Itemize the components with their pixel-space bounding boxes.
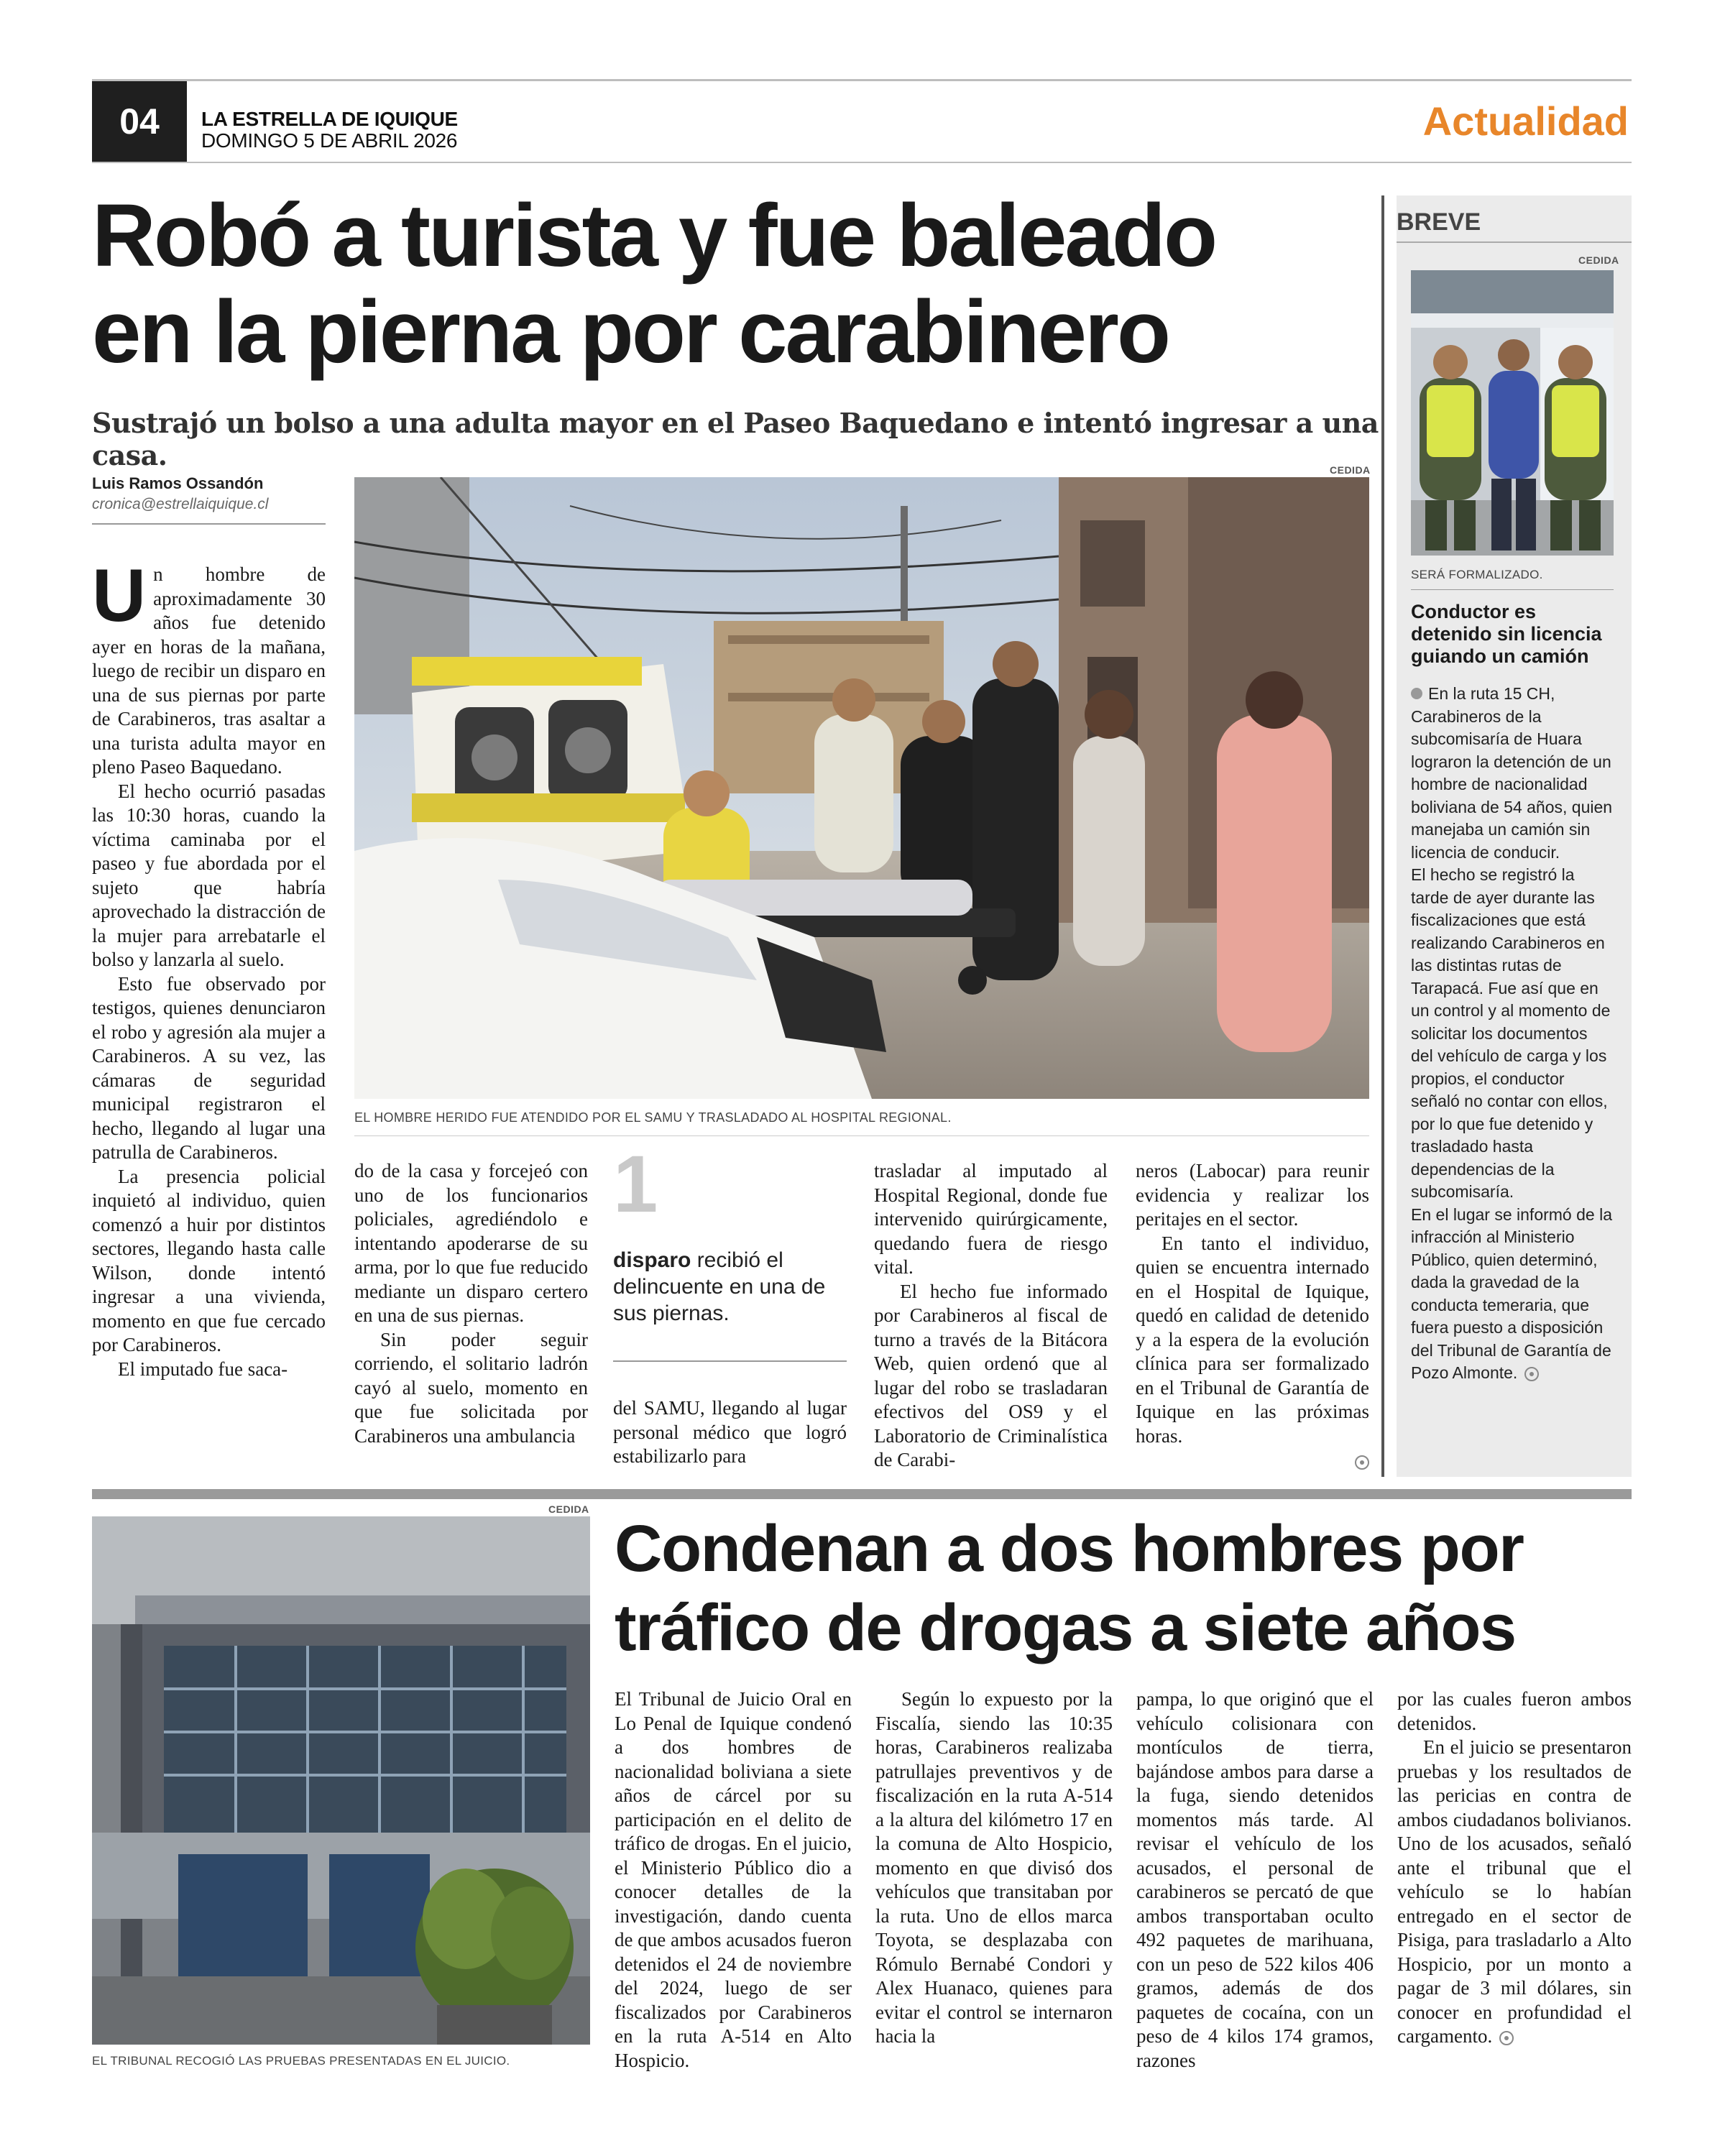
main-col1-para-2: El hecho ocurrió pasadas las 10:30 horas, cuando la víctima caminaba por el paseo y fue abordada por el sujeto que habría aprovechado la distracción de la mujer para arrebatarle el bolso y lanzarla al suelo.	[92, 780, 326, 970]
breve-photo-credit: CEDIDA	[1578, 254, 1619, 266]
police-detention-illustration	[1411, 270, 1614, 556]
main-col2-para-2: Sin poder seguir corriendo, el solitario ladrón cayó al suelo, momento en que fue solicitada por Carabineros una ambulancia	[354, 1328, 588, 1447]
second-headline	[615, 1509, 1632, 1667]
page-number-badge	[92, 81, 187, 162]
ambulance-scene-illustration	[354, 477, 1369, 1099]
breve-label-rule	[1397, 241, 1632, 243]
breve-label: BREVE	[1397, 208, 1481, 236]
second-photo-credit: CEDIDA	[548, 1503, 589, 1515]
second-col3-para-1: pampa, lo que originó que el vehículo colisionara con montículos de tierra, bajándose ambos para darse a la fuga, siendo detenidos momentos más tarde. Al revisar el vehículo de los acusados, el personal de carabineros se percató de que ambos transportaban oculto 492 paquetes de marihuana, con un peso de 522 kilos 406 gramos, además de dos paquetes de cocaína, con un peso de 4 kilos 174 gramos, razones	[1136, 1688, 1374, 2071]
stat-desc: recibió el delincuente en una de sus piernas.	[613, 1248, 826, 1325]
second-col4-para-1: por las cuales fueron ambos detenidos.	[1397, 1688, 1632, 1734]
main-col1-para-1: n hombre de aproximadamente 30 años fue detenido ayer en horas de la mañana, luego de recibir un disparo en una de sus piernas por parte de Carabineros, tras asaltar a una turista adulta mayor en pleno Paseo Baquedano.	[92, 563, 326, 778]
breve-title: Conductor es detenido sin licencia guiando un camión	[1411, 601, 1602, 667]
second-headline-line2: tráfico de drogas a siete años	[615, 1591, 1516, 1664]
breve-end-icon	[1524, 1367, 1539, 1381]
section-name: Actualidad	[1422, 98, 1629, 144]
second-column-1	[615, 1687, 852, 2073]
main-photo-caption: EL HOMBRE HERIDO FUE ATENDIDO POR EL SAMU Y TRASLADADO AL HOSPITAL REGIONAL.	[354, 1110, 952, 1125]
second-col1-para-1: El Tribunal de Juicio Oral en Lo Penal de Iquique condenó a dos hombres de nacionalidad boliviana a siete años de cárcel por su participación en el delito de tráfico de drogas. En el juicio, el Ministerio Público dio a conocer detalles de la investigación, dando cuenta de que ambos acusados fueron detenidos el 24 de noviembre del 2024, luego de ser fiscalizados por Carabineros en la ruta A-514 en Alto Hospicio.	[615, 1688, 852, 2071]
main-column-5	[1136, 1159, 1369, 1448]
main-col3-para-1: del SAMU, llegando al lugar personal médico que logró estabilizarlo para	[613, 1397, 847, 1467]
main-column-4	[874, 1159, 1108, 1473]
bullet-icon	[1411, 688, 1422, 699]
main-column-3	[613, 1396, 847, 1469]
second-column-4	[1397, 1687, 1632, 2049]
main-col4-para-2: El hecho fue informado por Carabineros al fiscal de turno a través de la Bitácora Web, quien ordenó que al lugar del robo se trasladaran efectivos del OS9 y el Laboratorio de Criminalística de Carabi-	[874, 1280, 1108, 1470]
breve-divider	[1381, 195, 1384, 1477]
main-col1-para-4: La presencia policial inquietó al individuo, quien comenzó a huir por distintos sectores, llegando hasta calle Wilson, donde intentó ingresar a una vivienda, momento en que fue cercado por Carabineros.	[92, 1165, 326, 1355]
issue-date: DOMINGO 5 DE ABRIL 2026	[201, 129, 458, 152]
stat-bold: disparo	[613, 1248, 691, 1272]
stat-rule	[613, 1360, 847, 1362]
main-col5-para-2: En tanto el individuo, quien se encuentra internado en el Hospital de Iquique, quedó en calidad de detenido y a la espera de la evolución clínica para ser formalizado en el Tribunal de Garantía de Iquique en las próximas horas.	[1136, 1232, 1369, 1447]
second-end-icon	[1499, 2031, 1514, 2045]
main-photo	[354, 477, 1369, 1099]
main-col5-para-1: neros (Labocar) para reunir evidencia y realizar los peritajes en el sector.	[1136, 1160, 1369, 1230]
breve-photo-caption: SERÁ FORMALIZADO.	[1411, 568, 1543, 581]
main-column-1	[92, 554, 326, 1381]
main-col1-para-3: Esto fue observado por testigos, quienes denunciaron el robo y agresión ala mujer a Carabineros. A su vez, las cámaras de seguridad municipal registraron el hecho, llegando al lugar una patrulla de Carabineros.	[92, 972, 326, 1163]
author-name: Luis Ramos Ossandón	[92, 474, 264, 492]
main-headline-line2: en la pierna por carabinero	[92, 283, 1169, 382]
dropcap-letter: U	[92, 554, 147, 637]
header-bottom-rule	[92, 162, 1632, 163]
section-divider	[92, 1489, 1632, 1499]
author-rule	[92, 523, 326, 525]
newspaper-name: LA ESTRELLA DE IQUIQUE	[201, 108, 458, 130]
second-headline-line1: Condenan a dos hombres por	[615, 1512, 1524, 1585]
author-email: cronica@estrellaiquique.cl	[92, 496, 269, 512]
main-col2-para-1: do de la casa y forcejeó con uno de los funcionarios policiales, agrediéndolo e intentando apoderarse de su arma, por lo que fue reducido mediante un disparo certero en una de sus piernas.	[354, 1160, 588, 1326]
breve-photo	[1411, 270, 1614, 556]
main-headline	[92, 188, 1400, 381]
header-top-rule	[92, 79, 1632, 81]
main-col4-para-1: trasladar al imputado al Hospital Regional, donde fue intervenido quirúrgicamente, quedando fuera de riesgo vital.	[874, 1160, 1108, 1278]
second-column-3	[1136, 1687, 1374, 2073]
breve-para-1: En la ruta 15 CH, Carabineros de la subcomisaría de Huara lograron la detención de un hombre de nacionalidad boliviana de 54 años, quien manejaba un camión sin licencia de conducir.	[1411, 684, 1613, 862]
breve-para-2: El hecho se registró la tarde de ayer durante las fiscalizaciones que está realizando Carabineros en las distintas rutas de Tarapacá. Fue así que en un control y al momento de solicitar los documentos del vehículo de carga y los propios, el conductor señaló no contar con ellos, por lo que fue detenido y trasladado hasta dependencias de la subcomisaría.	[1411, 865, 1611, 1201]
main-subtitle: Sustrajó un bolso a una adulta mayor en el Paseo Baquedano e intentó ingresar a una casa.	[92, 407, 1379, 471]
second-photo	[92, 1516, 590, 2045]
second-col4-para-2: En el juicio se presentaron pruebas y los resultados de las pericias en contra de ambos ciudadanos bolivianos. Uno de los acusados, señaló ante el tribunal que el vehículo se lo habían entregado en el sector de Pisiga, para trasladarlo a Alto Hospicio, por un monto a pagar de 3 mil dólares, sin conocer en profundidad el cargamento.	[1397, 1736, 1632, 2047]
breve-body	[1411, 683, 1614, 1385]
main-column-2	[354, 1159, 588, 1448]
article-end-icon	[1355, 1455, 1369, 1470]
breve-caption-rule	[1411, 589, 1614, 590]
tribunal-building-illustration	[92, 1516, 590, 2045]
page-number: 04	[119, 101, 160, 142]
second-col2-para-1: Según lo expuesto por la Fiscalía, siendo las 10:35 horas, Carabineros realizaba patrullajes preventivos y de fiscalización en la ruta A-514 a la altura del kilómetro 17 en la comuna de Alto Hospicio, momento en que divisó dos vehículos que transitaban por la ruta. Uno de ellos marca Toyota, se desplazaba con Rómulo Bernabé Condori y Alex Huanaco, quienes para evitar el control se internaron hacia la	[875, 1688, 1113, 2047]
main-col1-para-5: El imputado fue saca-	[118, 1358, 288, 1380]
stat-number: 1	[613, 1139, 658, 1229]
main-photo-credit: CEDIDA	[1330, 464, 1371, 476]
stat-text	[613, 1247, 847, 1327]
second-photo-caption: EL TRIBUNAL RECOGIÓ LAS PRUEBAS PRESENTADAS EN EL JUICIO.	[92, 2054, 510, 2068]
second-column-2	[875, 1687, 1113, 2049]
caption-rule	[354, 1135, 1369, 1136]
breve-para-3: En el lugar se informó de la infracción al Ministerio Público, quien determinó, dada la gravedad de la conducta temeraria, que fuera puesto a disposición del Tribunal de Garantía de Pozo Almonte.	[1411, 1204, 1612, 1382]
main-headline-line1: Robó a turista y fue baleado	[92, 187, 1216, 285]
